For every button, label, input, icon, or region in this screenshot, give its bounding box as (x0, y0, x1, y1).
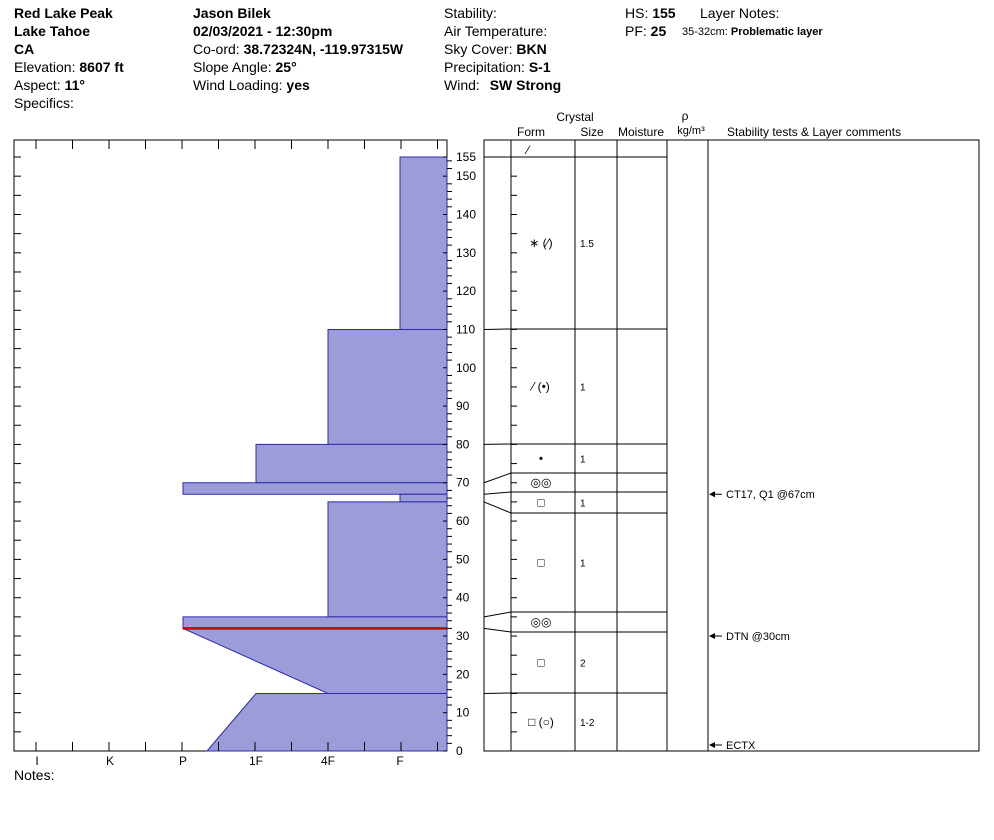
depth-label: 110 (456, 322, 476, 337)
sky-label: Sky Cover: (444, 41, 513, 57)
location-name: Red Lake Peak (14, 5, 113, 21)
slope-value: 25° (275, 59, 297, 75)
density-unit-header: kg/m³ (677, 125, 705, 137)
layer-notes-label: Layer Notes: (700, 5, 780, 21)
depth-connector (484, 628, 511, 632)
moisture-header: Moisture (617, 125, 665, 139)
crystal-form-symbol: • (538, 451, 544, 466)
hardness-layer-bar (183, 483, 447, 494)
depth-connector (484, 473, 511, 483)
observer-name: Jason Bilek (193, 5, 271, 21)
stability-label: Stability: (444, 5, 497, 21)
crystal-size-value: 1 (580, 498, 586, 510)
precip-label: Precipitation: (444, 59, 525, 75)
hardness-layer-bar (183, 617, 447, 628)
coord-label: Co-ord: (193, 41, 240, 57)
layer-table (484, 109, 979, 752)
slope-label: Slope Angle: (193, 59, 272, 75)
density-symbol-header: ρ (681, 109, 689, 123)
crystal-form-symbol: □ (537, 495, 545, 510)
depth-label: 20 (456, 667, 470, 682)
depth-label: 70 (456, 475, 470, 490)
sky-value: BKN (516, 41, 547, 57)
crystal-form-symbol: ∗ (⁄) (529, 236, 553, 250)
depth-label: 150 (456, 169, 477, 184)
crystal-size-value: 1 (580, 558, 586, 570)
hardness-label: 1F (248, 754, 264, 768)
stability-test-label: ECTX (726, 740, 756, 752)
depth-label: 0 (456, 744, 463, 758)
hs-value: 155 (652, 5, 676, 21)
test-pointer-arrow (709, 491, 715, 497)
comments-header: Stability tests & Layer comments (727, 125, 902, 139)
surface-form-symbol: ⁄ (526, 143, 530, 157)
hardness-label: I (35, 754, 39, 768)
layer-note-range: 35-32cm: (682, 26, 728, 38)
region-name: Lake Tahoe (14, 23, 90, 39)
crystal-size-value: 1.5 (580, 239, 594, 250)
hardness-label: K (105, 754, 115, 768)
specifics-label: Specifics: (14, 95, 74, 111)
crystal-form-symbol: □ (537, 655, 545, 670)
hardness-layer-bar (256, 444, 447, 482)
depth-label: 155 (456, 150, 477, 164)
form-header: Form (517, 125, 545, 139)
test-pointer-arrow (709, 633, 715, 639)
elevation-value: 8607 ft (79, 59, 124, 75)
pf-value: 25 (650, 23, 667, 39)
hs-label: HS: (625, 5, 649, 21)
crystal-size-value: 1 (580, 454, 586, 466)
crystal-form-symbol: ⁄ (•) (532, 379, 550, 394)
depth-label: 40 (456, 590, 470, 605)
size-header: Size (580, 125, 604, 139)
test-pointer-arrow (709, 742, 715, 748)
depth-label: 140 (456, 207, 477, 222)
depth-label: 60 (456, 514, 470, 529)
hardness-label: P (178, 754, 188, 768)
depth-connector (484, 693, 511, 694)
depth-connector (484, 492, 511, 494)
crystal-size-value: 1-2 (580, 718, 595, 729)
air-temp-label: Air Temperature: (444, 23, 548, 39)
hardness-layer-bar (400, 494, 447, 502)
crystal-size-value: 2 (580, 658, 586, 670)
wind-loading-label: Wind Loading: (193, 77, 283, 93)
wind-loading-value: yes (286, 77, 310, 93)
aspect-label: Aspect: (14, 77, 61, 93)
crystal-form-symbol: □ (○) (528, 715, 554, 729)
depth-label: 130 (456, 245, 477, 260)
elevation-label: Elevation: (14, 59, 76, 75)
crystal-form-symbol: ◎◎ (530, 615, 552, 629)
depth-connector (484, 612, 511, 617)
crystal-header: Crystal (556, 110, 594, 124)
depth-label: 100 (456, 360, 477, 375)
layer-table-frame (484, 140, 979, 751)
crystal-form-symbol: ◎◎ (530, 475, 552, 490)
precip-value: S-1 (528, 59, 551, 75)
depth-label: 90 (456, 399, 470, 414)
hardness-layer-bar (400, 157, 447, 329)
coord-value: 38.72324N, -119.97315W (243, 41, 404, 57)
hardness-layer-bar (328, 502, 447, 617)
crystal-form-symbol: □ (537, 555, 545, 570)
depth-label: 80 (456, 437, 470, 452)
stability-test-label: CT17, Q1 @67cm (726, 489, 815, 502)
hardness-label: F (396, 754, 404, 768)
wind-label: Wind: (444, 77, 480, 93)
depth-axis (443, 150, 476, 758)
depth-label: 30 (456, 629, 470, 644)
state-name: CA (14, 41, 35, 57)
hardness-label: 4F (320, 754, 336, 768)
wind-value: SW Strong (489, 77, 562, 93)
observation-datetime: 02/03/2021 - 12:30pm (193, 23, 333, 39)
depth-connector (484, 502, 511, 513)
stability-test-label: DTN @30cm (726, 631, 790, 644)
depth-label: 120 (456, 284, 477, 299)
crystal-size-value: 1 (580, 382, 586, 394)
depth-label: 50 (456, 552, 470, 567)
notes-label: Notes: (14, 767, 55, 783)
hardness-profile (14, 140, 447, 768)
aspect-value: 11° (64, 77, 85, 93)
layer-note-text: Problematic layer (730, 26, 823, 38)
depth-label: 10 (456, 705, 470, 720)
hardness-layer-bar (328, 329, 447, 444)
pf-label: PF: (625, 23, 647, 39)
